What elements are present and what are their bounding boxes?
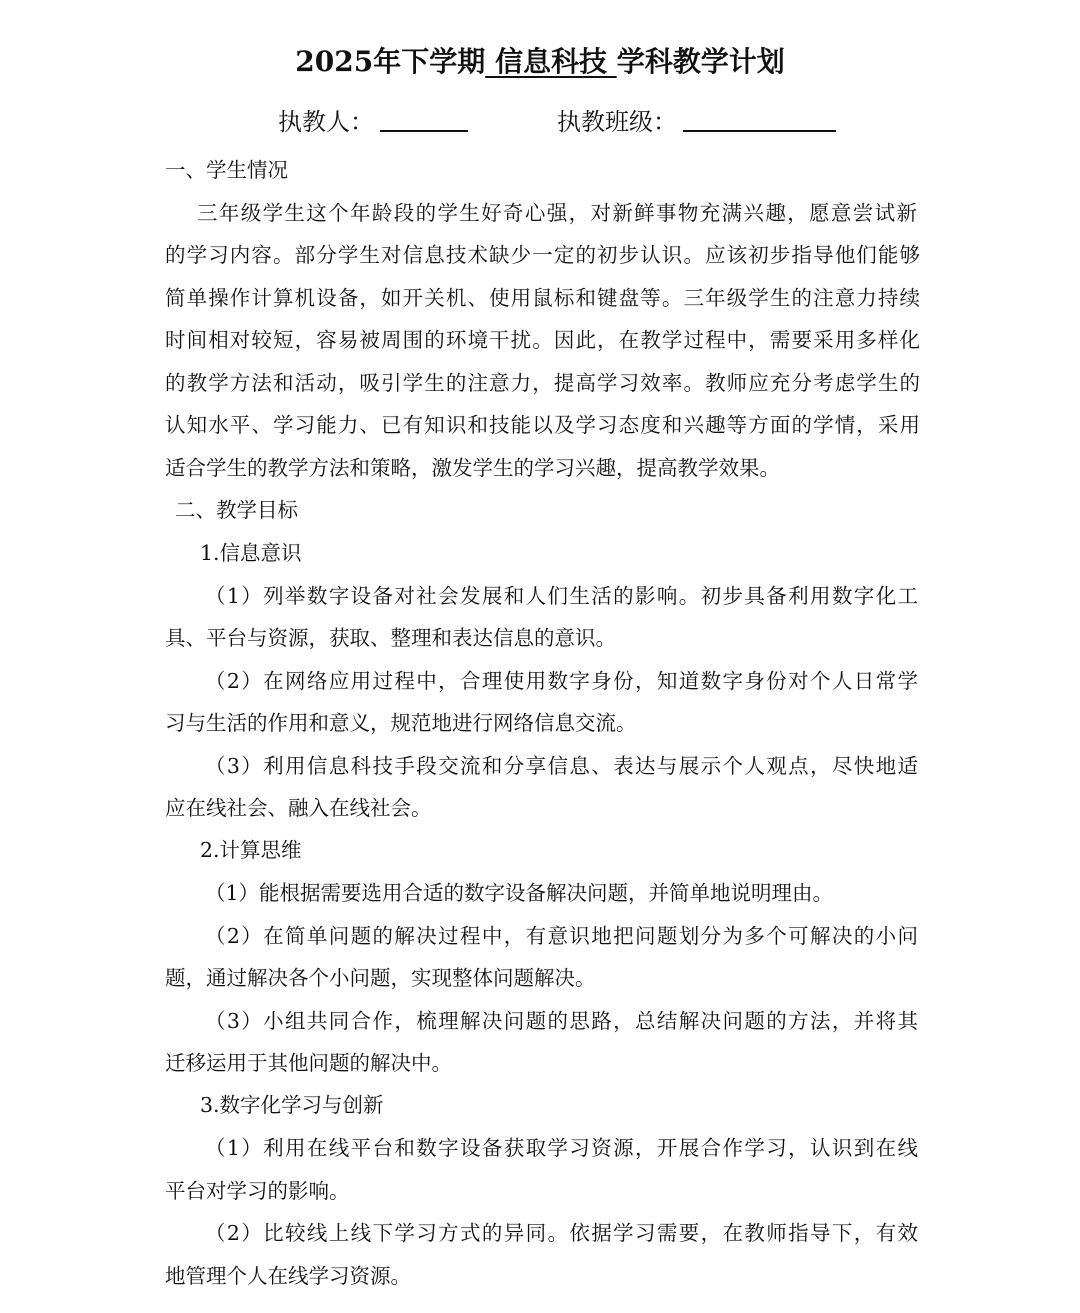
paragraph-line: 认知水平、学习能力、已有知识和技能以及学习态度和兴趣等方面的学情，采用 xyxy=(165,413,920,437)
document-title xyxy=(0,42,1080,82)
paragraph-line: （3）利用信息科技手段交流和分享信息、表达与展示个人观点，尽快地适 xyxy=(205,754,918,778)
paragraph-line: 题，通过解决各个小问题，实现整体问题解决。 xyxy=(165,966,596,990)
paragraph-line: （1）列举数字设备对社会发展和人们生活的影响。初步具备利用数字化工 xyxy=(205,584,918,608)
paragraph-line: 习与生活的作用和意义，规范地进行网络信息交流。 xyxy=(165,711,637,735)
subsection-heading: 1.信息意识 xyxy=(200,541,302,565)
title-suffix: 学科教学计划 xyxy=(616,45,785,78)
teacher-label: 执教人： xyxy=(278,108,374,136)
class-label: 执教班级： xyxy=(557,108,677,136)
paragraph-line: （2）在网络应用过程中，合理使用数字身份，知道数字身份对个人日常学 xyxy=(205,669,918,693)
paragraph-line: 平台对学习的影响。 xyxy=(165,1179,350,1203)
paragraph-line: 适合学生的教学方法和策略，激发学生的学习兴趣，提高教学效果。 xyxy=(165,456,780,480)
paragraph-line: 简单操作计算机设备，如开关机、使用鼠标和键盘等。三年级学生的注意力持续 xyxy=(165,286,920,310)
paragraph-line: （3）小组共同合作，梳理解决问题的思路，总结解决问题的方法，并将其 xyxy=(205,1009,918,1033)
paragraph-line: 应在线社会、融入在线社会。 xyxy=(165,796,432,820)
subsection-heading: 2.计算思维 xyxy=(200,838,302,862)
paragraph-line: （2）比较线上线下学习方式的异同。依据学习需要，在教师指导下，有效 xyxy=(205,1221,918,1245)
teacher-name-blank xyxy=(380,130,468,132)
section-heading: 二、教学目标 xyxy=(175,498,298,522)
class-name-blank xyxy=(683,130,836,132)
paragraph-line: 地管理个人在线学习资源。 xyxy=(165,1264,411,1288)
paragraph-line: （1）能根据需要选用合适的数字设备解决问题，并简单地说明理由。 xyxy=(205,881,834,905)
paragraph-line: 迁移运用于其他问题的解决中。 xyxy=(165,1051,452,1075)
paragraph-line: 的教学方法和活动，吸引学生的注意力，提高学习效率。教师应充分考虑学生的 xyxy=(165,371,920,395)
title-prefix: 2025年下学期 xyxy=(295,45,486,78)
paragraph-line: 的学习内容。部分学生对信息技术缺少一定的初步认识。应该初步指导他们能够 xyxy=(165,243,920,267)
subsection-heading: 3.数字化学习与创新 xyxy=(200,1093,384,1117)
paragraph-line: 三年级学生这个年龄段的学生好奇心强，对新鲜事物充满兴趣，愿意尝试新 xyxy=(197,201,917,225)
paragraph-line: （1）利用在线平台和数字设备获取学习资源，开展合作学习，认识到在线 xyxy=(205,1136,918,1160)
section-heading: 一、学生情况 xyxy=(165,158,288,182)
teacher-info-row xyxy=(0,102,1080,142)
title-subject: 信息科技 xyxy=(485,45,617,78)
paragraph-line: 时间相对较短，容易被周围的环境干扰。因此，在教学过程中，需要采用多样化 xyxy=(165,328,920,352)
paragraph-line: 具、平台与资源，获取、整理和表达信息的意识。 xyxy=(165,626,616,650)
paragraph-line: （2）在简单问题的解决过程中，有意识地把问题划分为多个可解决的小问 xyxy=(205,924,918,948)
